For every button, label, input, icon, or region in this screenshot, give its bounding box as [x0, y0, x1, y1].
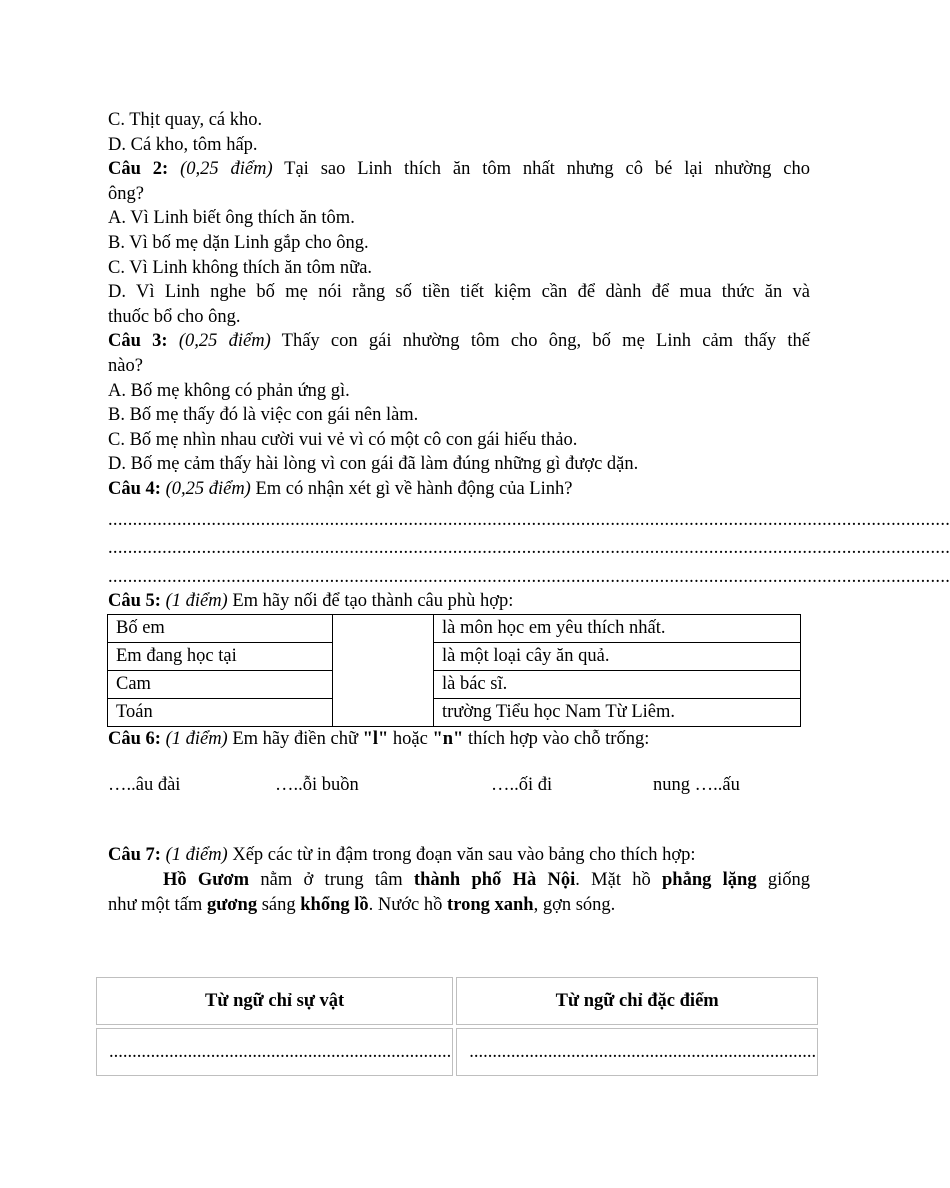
q5-prompt-line [108, 589, 810, 614]
q6-text-or: hoặc [392, 728, 428, 749]
q7-label: Câu 7: [108, 845, 161, 866]
q3-text: Thấy con gái nhường tôm cho ông, bố mẹ Linh cảm thấy thế [281, 331, 811, 352]
header-things: Từ ngữ chỉ sự vật [96, 977, 453, 1025]
q2-points: (0,25 điểm) [180, 159, 273, 180]
bold-word-2: thành phố Hà Nội [413, 870, 576, 891]
q2-option-d: D. Vì Linh nghe bố mẹ nói rằng số tiền tiết kiệm cần để dành để mua thức ăn và [108, 282, 810, 303]
question-2 [108, 157, 810, 329]
q5-points: (1 điểm) [165, 591, 228, 612]
paragraph-text: nằm ở trung tâm [260, 870, 403, 891]
q5-label: Câu 5: [108, 591, 161, 612]
q4-prompt-line [108, 477, 810, 502]
q6-points: (1 điểm) [165, 728, 228, 749]
q6-prompt-line [108, 727, 810, 752]
q3-option-a: A. Bố mẹ không có phản ứng gì. [108, 380, 350, 401]
bold-word-4: gương [206, 894, 258, 915]
paragraph-text: . Mặt hồ [575, 870, 651, 891]
blank-2[interactable]: …..ỗi buồn [275, 775, 359, 796]
q3-prompt-line-2: nào? [108, 355, 143, 376]
q6-label: Câu 6: [108, 728, 161, 749]
q2-prompt-line [108, 157, 810, 182]
blank-3[interactable]: …..ối đi [491, 775, 553, 796]
q2-option-b: B. Vì bố mẹ dặn Linh gắp cho ông. [108, 232, 369, 253]
match-right-3[interactable]: là bác sĩ. [434, 670, 801, 698]
match-right-1[interactable]: là môn học em yêu thích nhất. [434, 614, 801, 642]
q2-prompt-line-2: ông? [108, 183, 144, 204]
q4-answer-line-1[interactable]: ........................................................................................................................................................................... [108, 509, 950, 530]
q2-option-d-line-2: thuốc bổ cho ông. [108, 306, 241, 327]
letter-n: "n" [432, 728, 464, 749]
q2-label: Câu 2: [108, 159, 169, 180]
bold-word-6: trong xanh [447, 894, 534, 915]
q3-option-b: B. Bố mẹ thấy đó là việc con gái nên làm. [108, 405, 419, 426]
table-row [108, 614, 801, 642]
bold-word-1: Hồ Gươm [163, 870, 250, 891]
blank-1[interactable]: …..âu đài [108, 775, 181, 796]
question-3 [108, 329, 810, 477]
table-row [96, 1028, 818, 1076]
blank-4[interactable]: nung …..ấu [653, 775, 740, 796]
header-characteristics: Từ ngữ chỉ đặc điểm [456, 977, 818, 1025]
table-row [108, 698, 801, 726]
paragraph-text: . Nước hồ [368, 894, 443, 915]
q3-option-c: C. Bố mẹ nhìn nhau cười vui vẻ vì có một cô con gái hiếu thảo. [108, 429, 578, 450]
answer-characteristics[interactable]: ........................................................................... [456, 1028, 818, 1076]
answer-things[interactable]: .......................................................................... [96, 1028, 453, 1076]
q1-option-c: C. Thịt quay, cá kho. [108, 110, 263, 130]
match-right-4[interactable]: trường Tiểu học Nam Từ Liêm. [434, 698, 801, 726]
q7-paragraph-line-2 [108, 893, 810, 918]
classification-table [93, 974, 821, 1079]
q2-option-c: C. Vì Linh không thích ăn tôm nữa. [108, 257, 373, 278]
q7-text: Xếp các từ in đậm trong đoạn văn sau vào bảng cho thích hợp: [232, 845, 696, 866]
question-5 [108, 589, 810, 727]
worksheet-page [108, 108, 950, 917]
q4-answer-line-3[interactable]: ........................................................................................................................................................................... [108, 566, 950, 587]
q4-points: (0,25 điểm) [165, 478, 251, 499]
q2-option-a: A. Vì Linh biết ông thích ăn tôm. [108, 208, 355, 229]
question-4 [108, 477, 950, 589]
match-left-2[interactable]: Em đang học tại [108, 642, 333, 670]
q6-blanks-row [108, 751, 810, 861]
q7-points: (1 điểm) [165, 845, 228, 866]
match-right-2[interactable]: là một loại cây ăn quả. [434, 642, 801, 670]
q3-prompt-line [108, 329, 810, 354]
q3-points: (0,25 điểm) [178, 331, 271, 352]
q4-answer-line-2[interactable]: ........................................................................................................................................................................... [108, 538, 950, 559]
matching-table [107, 614, 801, 727]
paragraph-text: như một tấm [108, 894, 203, 915]
question-6 [108, 727, 810, 862]
q4-label: Câu 4: [108, 478, 161, 499]
q2-text: Tại sao Linh thích ăn tôm nhất nhưng cô bé lại nhường cho [284, 159, 811, 180]
match-left-3[interactable]: Cam [108, 670, 333, 698]
q3-option-d: D. Bố mẹ cảm thấy hài lòng vì con gái đã làm đúng những gì được dặn. [108, 454, 639, 475]
q4-text: Em có nhận xét gì về hành động của Linh? [255, 478, 573, 499]
paragraph-text: , gợn sóng. [533, 894, 616, 915]
q6-text-a: Em hãy điền chữ [232, 728, 358, 749]
q3-label: Câu 3: [108, 331, 168, 352]
q6-text-b: thích hợp vào chỗ trống: [467, 728, 650, 749]
bold-word-3: phẳng lặng [662, 870, 757, 891]
bold-word-5: khổng lồ [300, 894, 369, 915]
match-left-4[interactable]: Toán [108, 698, 333, 726]
letter-l: "l" [362, 728, 389, 749]
match-left-1[interactable]: Bố em [108, 614, 333, 642]
q5-text: Em hãy nối để tạo thành câu phù hợp: [232, 591, 514, 612]
q7-paragraph-line-1 [108, 868, 810, 893]
paragraph-text: sáng [261, 894, 296, 915]
table-row [96, 977, 818, 1025]
table-row [108, 642, 801, 670]
q1-option-d: D. Cá kho, tôm hấp. [108, 134, 258, 155]
match-connector-area[interactable] [333, 614, 434, 726]
table-row [108, 670, 801, 698]
paragraph-text: giống [767, 870, 811, 891]
